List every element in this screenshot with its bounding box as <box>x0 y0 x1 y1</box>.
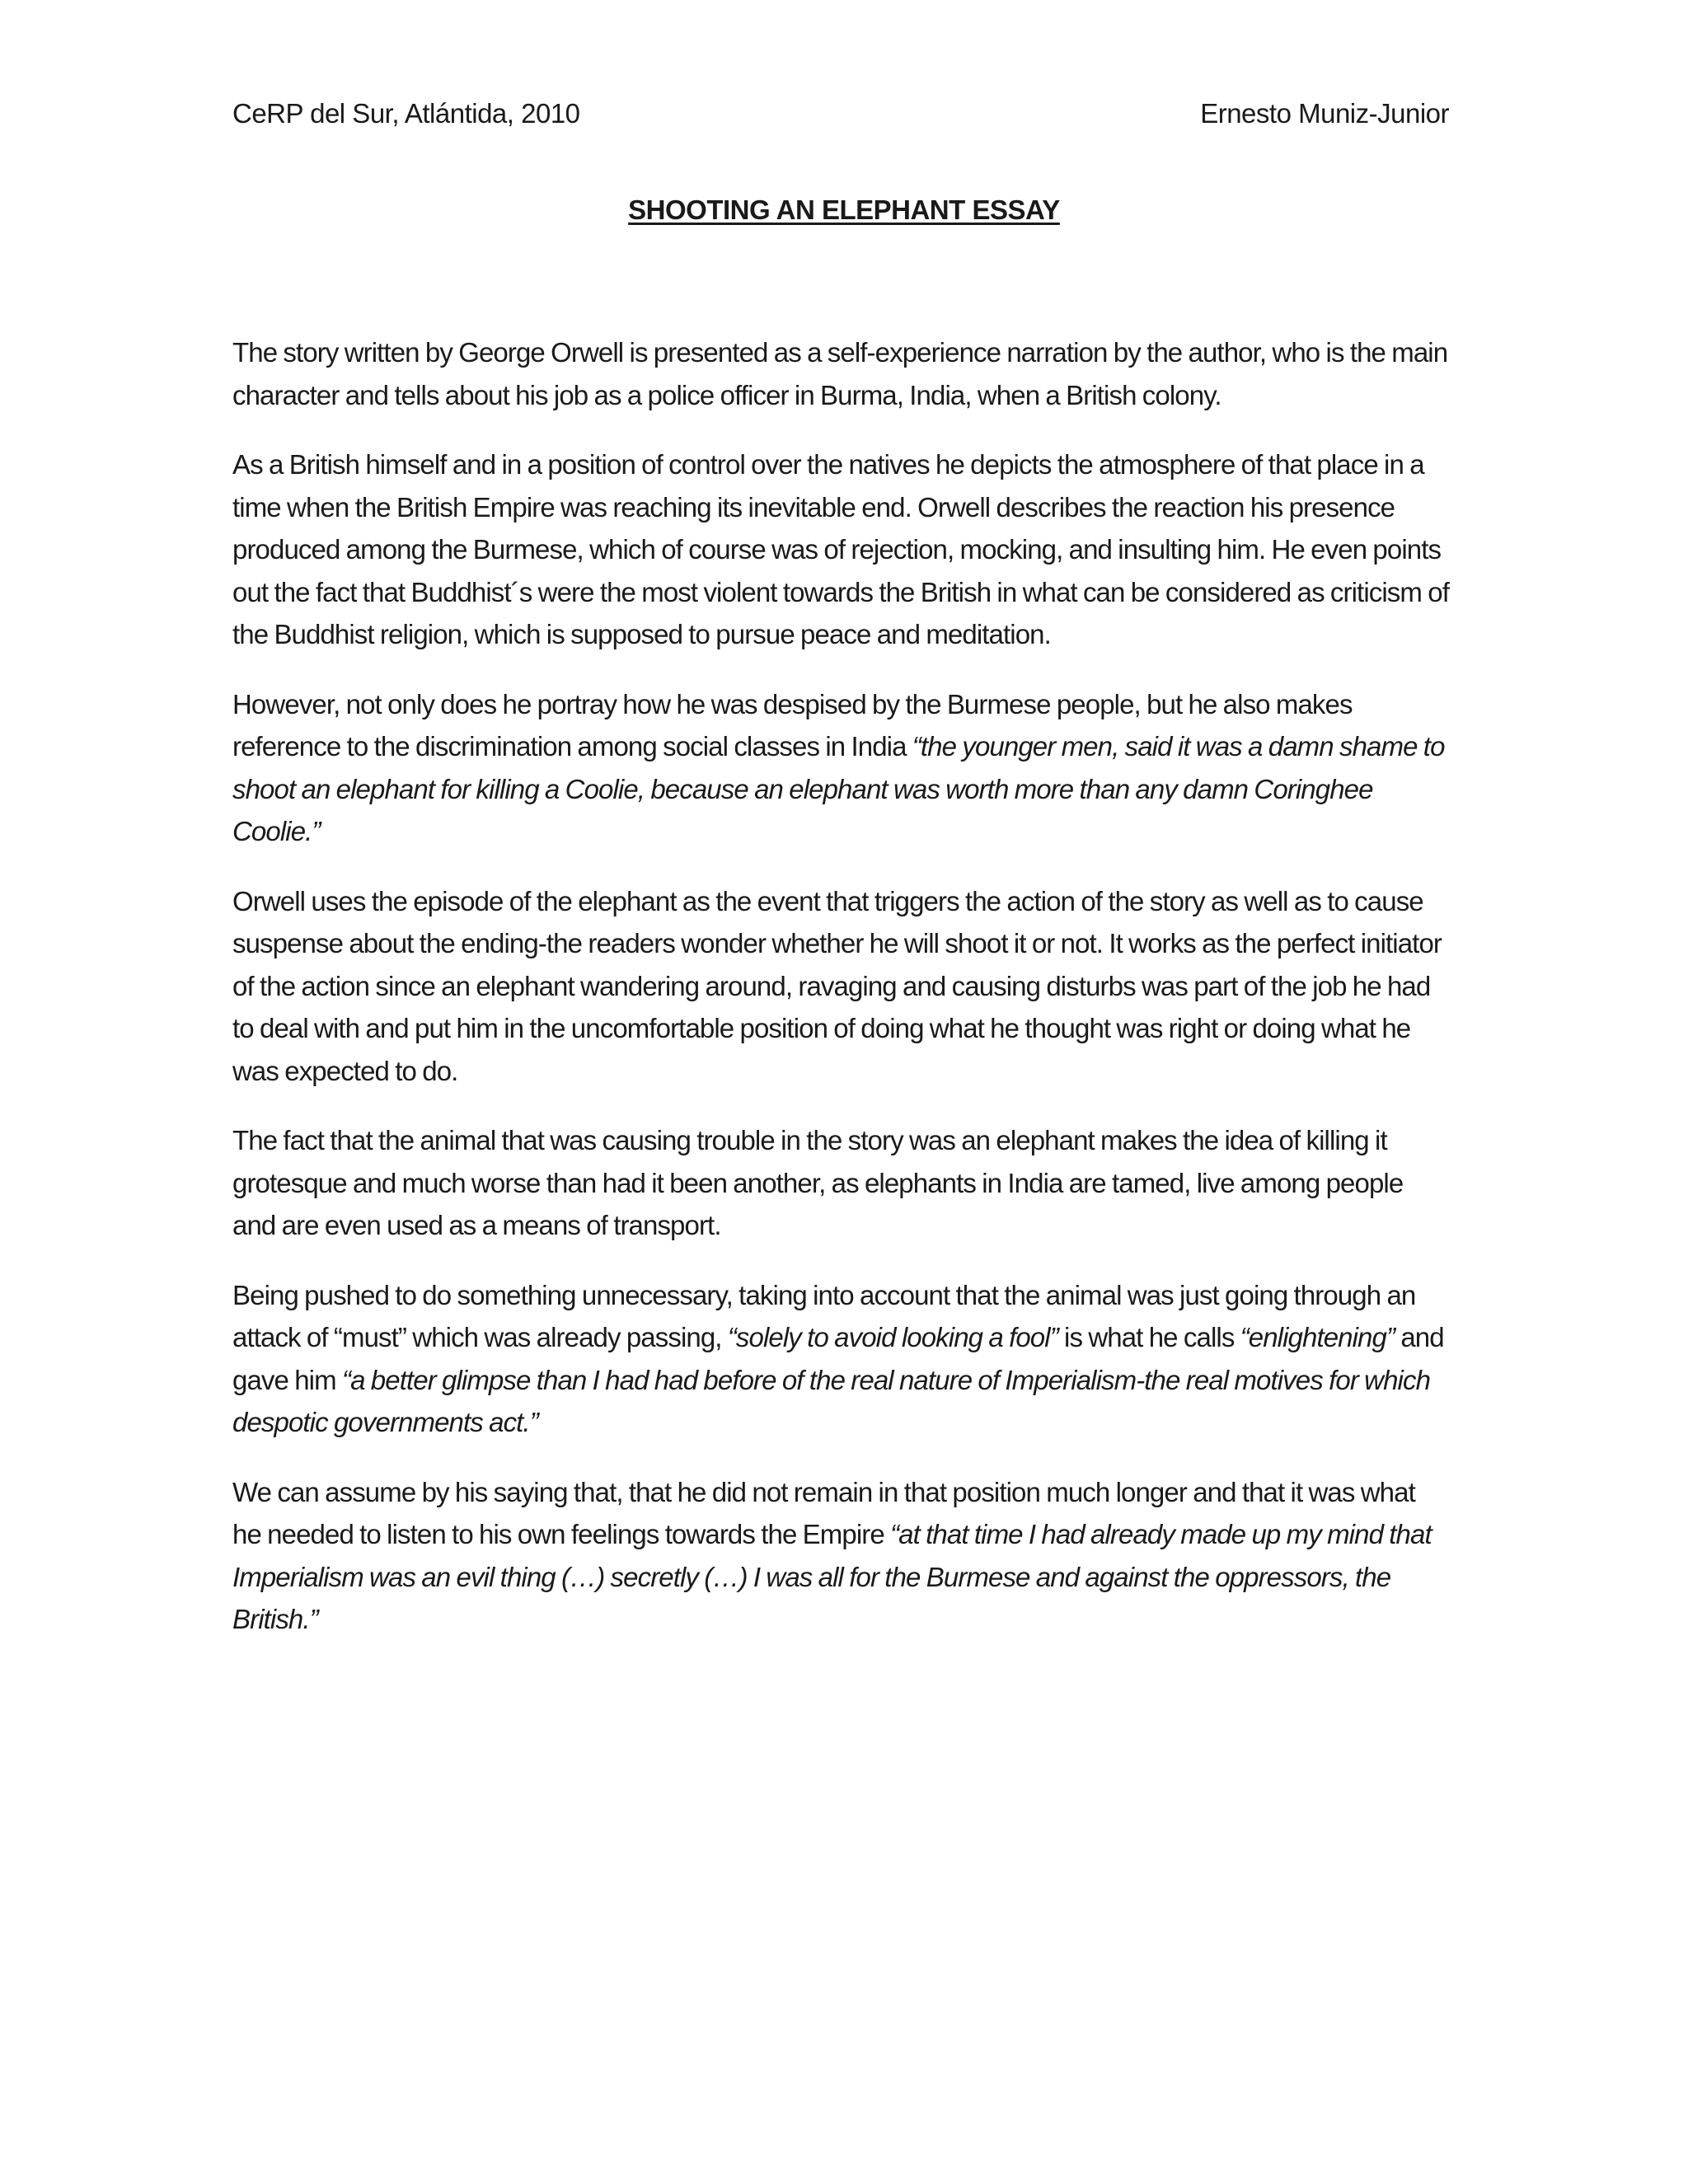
paragraph-text: and gave him <box>232 1322 1444 1395</box>
essay-body <box>232 331 1449 1668</box>
paragraph-7 <box>232 1471 1449 1641</box>
paragraph-1 <box>232 331 1449 416</box>
paragraph-3 <box>232 683 1449 853</box>
paragraph-5 <box>232 1119 1449 1247</box>
paragraph-quote: “a better glimpse than I had had before of the real nature of Imperialism-the real motives for which despotic governments act.” <box>232 1364 1431 1437</box>
paragraph-quote: “the younger men, said it was a damn shame to shoot an elephant for killing a Coolie, because an elephant was worth more than any damn Coringhee Coolie.” <box>232 731 1445 846</box>
paragraph-quote: “at that time I had already made up my mind that Imperialism was an evil thing (…) secretly (…) I was all for the Burmese and against the oppressors, the British.” <box>232 1519 1432 1634</box>
paragraph-2 <box>232 443 1449 656</box>
paragraph-quote: “enlightening” <box>1240 1322 1395 1352</box>
header-institution: CeRP del Sur, Atlántida, 2010 <box>232 98 580 129</box>
paragraph-text: The story written by George Orwell is presented as a self-experience narration by the author, who is the main character and tells about his job as a police officer in Burma, India, when a British colony. <box>232 337 1448 410</box>
paragraph-text: Orwell uses the episode of the elephant as the event that triggers the action of the story as well as to cause suspense about the ending-the readers wonder whether he will shoot it or not. It works as the perfect initiator of the action since an elephant wandering around, ravaging and causing disturbs was part of the job he had to deal with and put him in the uncomfortable position of doing what he thought was right or doing what he was expected to do. <box>232 885 1442 1086</box>
header-author: Ernesto Muniz-Junior <box>1200 98 1449 129</box>
paragraph-text: is what he calls <box>1057 1322 1240 1352</box>
paragraph-6 <box>232 1274 1449 1444</box>
paragraph-quote: “solely to avoid looking a fool” <box>727 1322 1058 1352</box>
paragraph-4 <box>232 880 1449 1093</box>
paragraph-text: However, not only does he portray how he was despised by the Burmese people, but he also makes reference to the discrimination among social classes in India <box>232 688 1353 762</box>
paragraph-text: As a British himself and in a position of control over the natives he depicts the atmosphere of that place in a time when the British Empire was reaching its inevitable end. Orwell describes the reaction his presence produced among the Burmese, which of course was of rejection, mocking, and insulting him. He even points out the fact that Buddhist´s were the most violent towards the British in what can be considered as criticism of the Buddhist religion, which is supposed to pursue peace and meditation. <box>232 449 1449 649</box>
paragraph-text: We can assume by his saying that, that he did not remain in that position much longer and that it was what he needed to listen to his own feelings towards the Empire <box>232 1476 1415 1549</box>
essay-title: SHOOTING AN ELEPHANT ESSAY <box>628 194 1060 225</box>
paragraph-text: The fact that the animal that was causing trouble in the story was an elephant makes the idea of killing it grotesque and much worse than had it been another, as elephants in India are tamed, live among people and are even used as a means of transport. <box>232 1125 1404 1240</box>
paragraph-text: Being pushed to do something unnecessary, taking into account that the animal was just going through an attack of “must” which was already passing, <box>232 1279 1416 1352</box>
page-header <box>232 97 1449 130</box>
